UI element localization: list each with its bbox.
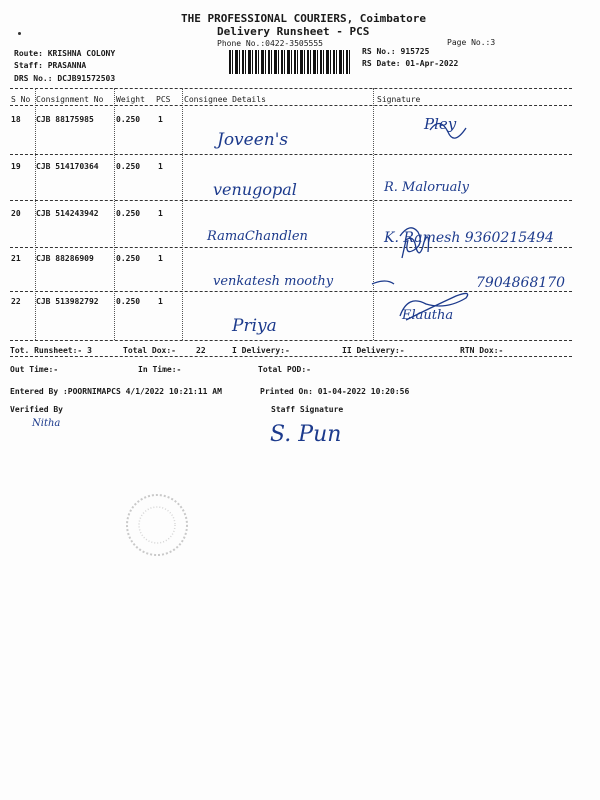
staff-signature-label: Staff Signature [271,405,344,414]
row-signature-handwritten: R. Malorualy [384,180,469,195]
header-weight: Weight [116,95,145,104]
row-consignment: CJB 514243942 [36,209,99,218]
company-stamp [122,490,192,560]
staff-label: Staff: PRASANNA [14,61,87,70]
totals-bottom-rule [10,356,572,357]
row-signature-handwritten: Elautha [402,308,454,323]
row-pcs: 1 [158,162,163,171]
row-weight: 0.250 [116,254,141,263]
row-pcs: 1 [158,115,163,124]
row-pcs: 1 [158,254,163,263]
row-pcs: 1 [158,209,163,218]
row-signature-handwritten: Pley [424,115,457,133]
total-runsheet: Tot. Runsheet:- 3 [10,346,92,355]
row-signature-handwritten: 7904868170 [476,275,566,291]
page-number: Page No.:3 [447,38,496,47]
row-weight: 0.250 [116,297,141,306]
row-consignment: CJB 514170364 [36,162,99,171]
in-time: In Time:- [138,365,182,374]
out-time: Out Time:- [10,365,59,374]
total-dox-label: Total Dox:- [123,346,176,355]
signature-scribbles [360,110,580,340]
header-signature: Signature [377,95,421,104]
rs-date: RS Date: 01-Apr-2022 [362,59,459,68]
table-header-rule [10,105,572,106]
row-pcs: 1 [158,297,163,306]
row-sno: 20 [11,209,21,218]
row-consignee-handwritten: Priya [232,316,277,336]
corner-mark [18,32,21,35]
phone-number: Phone No.:0422-3505555 [217,39,323,48]
verifier-signature: Nitha [32,418,61,429]
ii-delivery: II Delivery:- [342,346,405,355]
header-consignment: Consignment No [36,95,104,104]
column-divider [182,88,183,340]
row-consignment: CJB 513982792 [36,297,99,306]
total-pod: Total POD:- [258,365,311,374]
company-name: THE PROFESSIONAL COURIERS, Coimbatore [181,12,427,25]
total-dox-value: 22 [196,346,206,355]
header-consignee: Consignee Details [184,95,266,104]
barcode [229,50,350,74]
row-sno: 18 [11,115,21,124]
header-pcs: PCS [156,95,171,104]
entered-by: Entered By :POORNIMAPCS 4/1/2022 10:21:11 AM [10,387,222,396]
table-bottom-rule [10,340,572,341]
row-consignee-handwritten: venugopal [213,180,297,199]
staff-signature: S. Pun [270,422,342,447]
row-consignee-handwritten: RamaChandlen [207,229,308,244]
row-sno: 19 [11,162,21,171]
row-consignee-handwritten: Joveen's [217,130,289,150]
drs-number: DRS No.: DCJB91572503 [14,74,116,83]
rtn-dox: RTN Dox:- [460,346,504,355]
row-consignment: CJB 88175985 [36,115,94,124]
header-sno: S No [11,95,31,104]
row-consignee-handwritten: venkatesh moothy [213,274,334,289]
row-sno: 21 [11,254,21,263]
route-label: Route: KRISHNA COLONY [14,49,116,58]
row-signature-handwritten: K. Ramesh 9360215494 [384,230,554,246]
row-consignment: CJB 88286909 [36,254,94,263]
verified-by-label: Verified By [10,405,63,414]
table-top-rule [10,88,572,89]
row-weight: 0.250 [116,209,141,218]
row-sno: 22 [11,297,21,306]
row-weight: 0.250 [116,115,141,124]
document-title: Delivery Runsheet - PCS [217,25,370,38]
i-delivery: I Delivery:- [232,346,290,355]
row-weight: 0.250 [116,162,141,171]
printed-on: Printed On: 01-04-2022 10:20:56 [260,387,410,396]
column-divider [114,88,115,340]
rs-number: RS No.: 915725 [362,47,430,56]
